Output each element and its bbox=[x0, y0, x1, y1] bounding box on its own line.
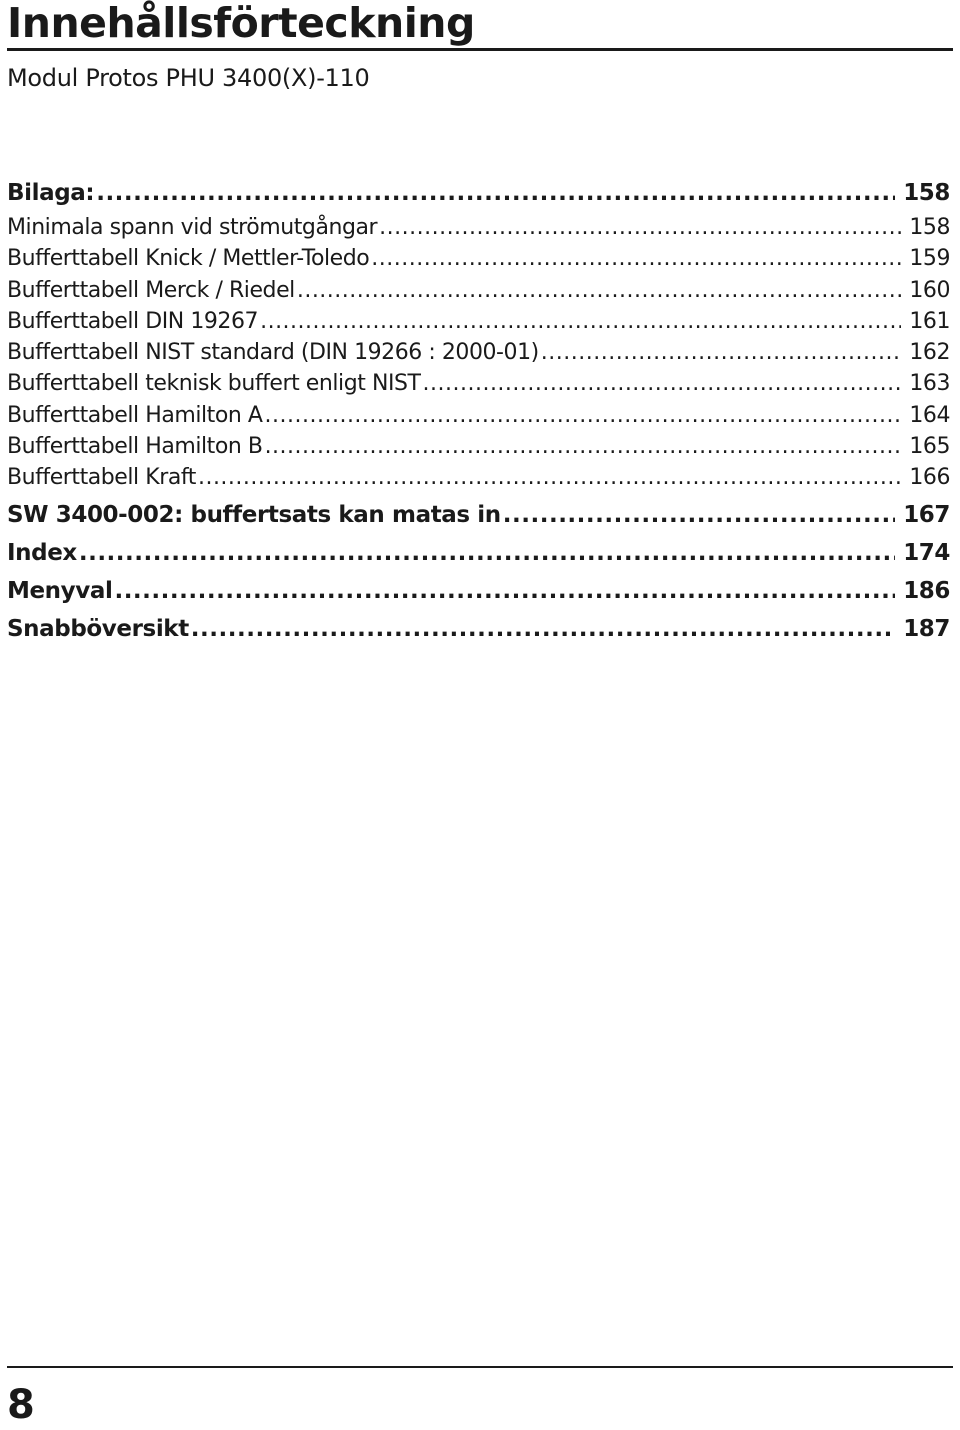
toc-entry-page: 165 bbox=[909, 434, 950, 460]
dot-leader bbox=[379, 212, 901, 243]
toc-entry-page: 187 bbox=[903, 615, 950, 642]
toc-entry-page: 160 bbox=[909, 277, 950, 303]
toc-entry-index[interactable] bbox=[7, 534, 950, 572]
toc-entry-page: 158 bbox=[903, 180, 950, 206]
dot-leader bbox=[297, 275, 902, 306]
toc-entry-title: Bufferttabell Knick / Mettler-Toledo bbox=[7, 246, 370, 272]
toc-entry-snabboversikt[interactable] bbox=[7, 610, 950, 648]
toc-entry-nist-standard[interactable] bbox=[7, 337, 950, 368]
toc-entry-title: Snabböversikt bbox=[7, 615, 189, 642]
toc-entry-hamilton-b[interactable] bbox=[7, 431, 950, 462]
toc-entry-title: Bufferttabell Merck / Riedel bbox=[7, 277, 295, 303]
dot-leader bbox=[260, 306, 901, 337]
toc-entry-title: Bufferttabell Hamilton A bbox=[7, 402, 263, 428]
toc-entry-knick-mettler[interactable] bbox=[7, 243, 950, 274]
toc-entry-title: Bilaga: bbox=[7, 180, 95, 206]
toc-entry-merck-riedel[interactable] bbox=[7, 275, 950, 306]
title-rule bbox=[7, 48, 953, 51]
toc-entry-kraft[interactable] bbox=[7, 462, 950, 493]
toc-entry-title: Bufferttabell teknisk buffert enligt NIST bbox=[7, 371, 421, 397]
toc-entry-page: 162 bbox=[909, 340, 950, 366]
dot-leader bbox=[265, 400, 902, 431]
dot-leader bbox=[503, 496, 895, 534]
dot-leader bbox=[371, 243, 901, 274]
page-number: 8 bbox=[7, 1382, 35, 1428]
dot-leader bbox=[198, 462, 901, 493]
dot-leader bbox=[191, 610, 895, 648]
footer-rule bbox=[7, 1366, 953, 1368]
dot-leader bbox=[265, 431, 902, 462]
table-of-contents bbox=[7, 174, 950, 648]
toc-entry-page: 186 bbox=[903, 577, 950, 604]
toc-entry-din-19267[interactable] bbox=[7, 306, 950, 337]
toc-entry-teknisk-buffert[interactable] bbox=[7, 368, 950, 399]
toc-entry-page: 167 bbox=[903, 501, 950, 528]
toc-entry-page: 166 bbox=[909, 465, 950, 491]
toc-entry-page: 174 bbox=[903, 539, 950, 566]
toc-entry-title: Bufferttabell Hamilton B bbox=[7, 434, 263, 460]
toc-entry-page: 163 bbox=[909, 371, 950, 397]
toc-entry-title: Menyval bbox=[7, 577, 113, 604]
toc-entry-page: 159 bbox=[909, 246, 950, 272]
toc-entry-bilaga[interactable] bbox=[7, 174, 950, 212]
toc-entry-title: Index bbox=[7, 539, 77, 566]
toc-entry-hamilton-a[interactable] bbox=[7, 400, 950, 431]
toc-entry-sw-3400-002[interactable] bbox=[7, 496, 950, 534]
toc-entry-page: 158 bbox=[909, 215, 950, 240]
toc-entry-title: Bufferttabell NIST standard (DIN 19266 : 2000-01) bbox=[7, 340, 539, 366]
page-title: Innehållsförteckning bbox=[7, 0, 475, 47]
toc-entry-title: SW 3400-002: buffertsats kan matas in bbox=[7, 501, 501, 528]
dot-leader bbox=[114, 572, 895, 610]
toc-entry-menyval[interactable] bbox=[7, 572, 950, 610]
dot-leader bbox=[423, 368, 902, 399]
dot-leader bbox=[96, 174, 895, 212]
toc-entry-title: Bufferttabell Kraft bbox=[7, 465, 196, 491]
dot-leader bbox=[541, 337, 902, 368]
toc-entry-title: Bufferttabell DIN 19267 bbox=[7, 308, 259, 334]
dot-leader bbox=[79, 534, 895, 572]
document-subtitle: Modul Protos PHU 3400(X)-110 bbox=[7, 64, 370, 92]
toc-entry-minimala-spann[interactable] bbox=[7, 212, 950, 243]
toc-entry-page: 164 bbox=[909, 402, 950, 428]
toc-entry-title: Minimala spann vid strömutgångar bbox=[7, 215, 378, 240]
toc-entry-page: 161 bbox=[909, 308, 950, 334]
